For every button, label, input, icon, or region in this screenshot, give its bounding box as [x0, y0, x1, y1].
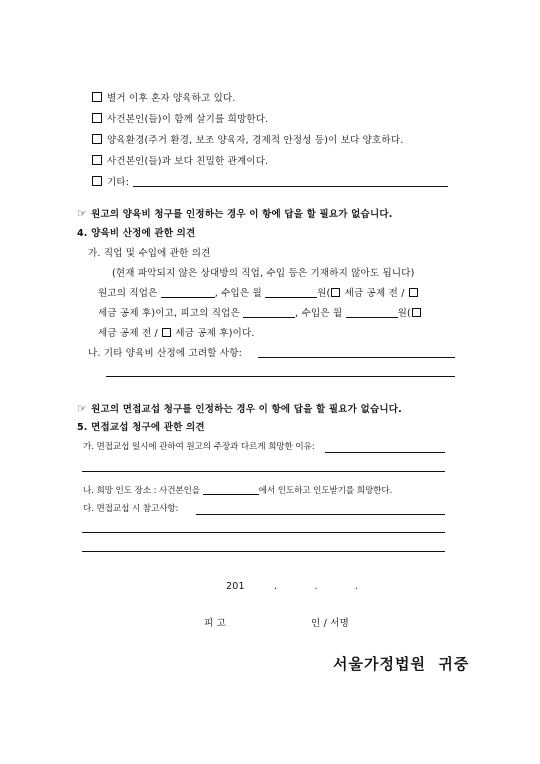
other-considerations-line-2[interactable]	[106, 376, 455, 377]
section5-sub-b: 나. 희망 인도 장소 : 사건본인을 에서 인도하고 인도받기를 희망한다.	[83, 486, 393, 496]
notes-line-1[interactable]	[196, 514, 445, 515]
checkbox[interactable]	[92, 134, 102, 144]
date-line: 201 . . .	[226, 581, 359, 592]
checkbox[interactable]	[412, 308, 421, 317]
income-line-2: 세금 공제 후)이고, 피고의 직업은 , 수입은 월 원(	[98, 307, 422, 320]
section4-notice: ☞ 원고의 양육비 청구를 인정하는 경우 이 항에 답을 할 필요가 없습니다.	[77, 207, 393, 220]
option-relationship: 사건본인(들)과 보다 친밀한 관계이다.	[92, 155, 268, 168]
option-separate-raising: 별거 이후 혼자 양육하고 있다.	[92, 92, 236, 105]
checkbox[interactable]	[92, 176, 102, 186]
notes-line-3[interactable]	[82, 551, 445, 552]
handover-place-field[interactable]	[203, 484, 259, 495]
checkbox[interactable]	[92, 155, 102, 165]
income-line-3: 세금 공제 전 / 세금 공제 후)이다.	[98, 328, 255, 339]
checkbox[interactable]	[162, 328, 171, 337]
other-considerations-line-1[interactable]	[258, 357, 455, 358]
section4-note: (현재 파악되지 않은 상대방의 직업, 수입 등은 기재하지 않아도 됩니다)	[112, 268, 415, 279]
section4-sub-b: 나. 기타 양육비 산정에 고려할 사항:	[88, 348, 242, 359]
pointing-hand-icon: ☞	[77, 207, 88, 220]
checkbox[interactable]	[92, 113, 102, 123]
defendant-job-field[interactable]	[243, 307, 295, 318]
checkbox[interactable]	[409, 288, 418, 297]
option-other: 기타:	[92, 176, 129, 189]
court-name: 서울가정법원 귀중	[333, 655, 470, 673]
pointing-hand-icon: ☞	[77, 402, 88, 415]
reason-line-1[interactable]	[325, 452, 445, 453]
section5-sub-a: 가. 면접교섭 일시에 관하여 원고의 주장과 다르게 희망한 이유:	[83, 442, 315, 452]
plaintiff-job-field[interactable]	[161, 287, 215, 298]
section4-title: 4. 양육비 산정에 관한 의견	[77, 228, 196, 239]
option-environment: 양육환경(주거 환경, 보조 양육자, 경제적 안정성 등)이 보다 양호하다.	[92, 134, 403, 147]
option-children-wish: 사건본인(들)이 함께 살기를 희망한다.	[92, 113, 268, 126]
section5-notice: ☞ 원고의 면접교섭 청구를 인정하는 경우 이 항에 답을 할 필요가 없습니다.	[77, 402, 402, 415]
income-line-1: 원고의 직업은 , 수입은 월 원( 세금 공제 전 /	[98, 287, 419, 300]
seal-signature: 인 / 서명	[311, 618, 349, 629]
defendant-income-field[interactable]	[346, 307, 398, 318]
other-input-line[interactable]	[133, 186, 448, 187]
notes-line-2[interactable]	[82, 532, 445, 533]
section5-title: 5. 면접교섭 청구에 관한 의견	[77, 422, 205, 433]
date-year: 201	[226, 581, 245, 592]
section5-sub-c: 다. 면접교섭 시 참고사항:	[83, 504, 179, 514]
section4-sub-a: 가. 직업 및 수입에 관한 의견	[88, 248, 211, 259]
checkbox[interactable]	[92, 92, 102, 102]
defendant-label: 피 고	[204, 618, 226, 629]
reason-line-2[interactable]	[82, 471, 445, 472]
checkbox[interactable]	[331, 288, 340, 297]
plaintiff-income-field[interactable]	[265, 287, 317, 298]
